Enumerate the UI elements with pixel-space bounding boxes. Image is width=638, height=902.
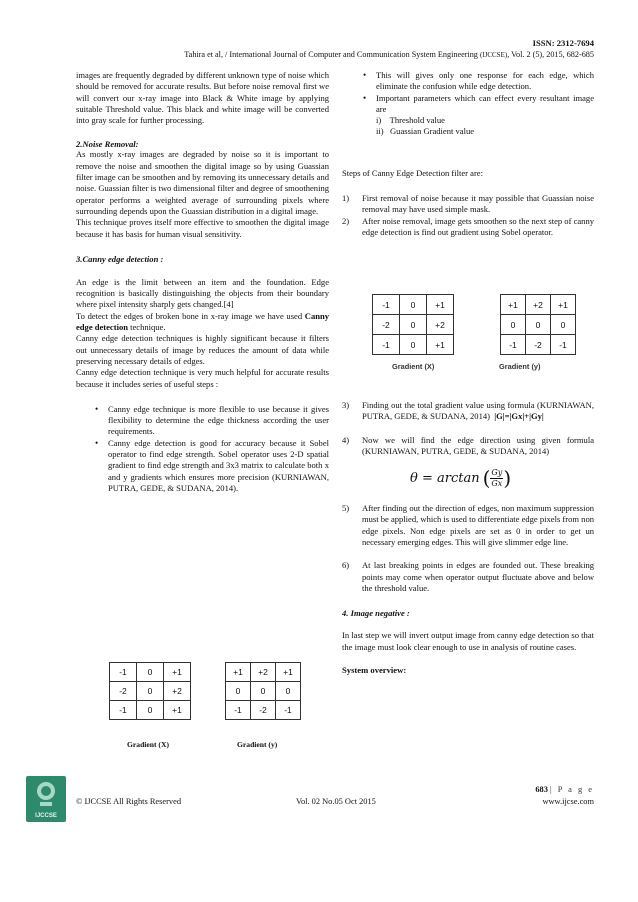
matrix-cell: -1 (110, 701, 137, 720)
website: www.ijcse.com (542, 797, 594, 806)
matrix-cell: 0 (226, 682, 251, 701)
direction-formula (342, 463, 594, 493)
matrix-cell: -2 (373, 315, 400, 335)
running-header (0, 50, 594, 59)
canny-p2-pre: To detect the edges of broken bone in x-ray image we have used (76, 310, 305, 321)
issn: ISSN: 2312-7694 (532, 38, 594, 48)
step-3 (342, 400, 594, 423)
image-negative-heading: 4. Image negative : (342, 608, 410, 619)
journal-logo (26, 776, 66, 822)
gradient-formula: |G|=|Gx|+|Gy| (494, 411, 544, 422)
list-item: • Canny edge technique is more flexible to use because it gives flexibility to determine the edge thickness according the user requirements. (92, 404, 329, 438)
canny-paragraph-4: Canny edge detection technique is very much helpful for accurate results because it includes series of useful steps : (76, 367, 329, 389)
step-text: Finding out the total gradient value using formula (KURNIAWAN, PUTRA, GEDE, & SUDANA, 2014) (362, 400, 594, 422)
citation-main: Tahira et al, / International Journal of Computer and Communication System Engineering (184, 50, 480, 59)
list-item: • Important parameters which can effect every resultant image are (360, 93, 594, 116)
right-bullet-list (360, 70, 594, 115)
noise-removal-heading: 2.Noise Removal: (76, 139, 139, 150)
step-number: 1) (342, 193, 350, 204)
matrix-cell: 0 (276, 682, 301, 701)
step-number: 4) (342, 434, 350, 445)
matrix-cell: +1 (164, 701, 191, 720)
gradient-y-label-left: Gradient (y) (237, 740, 278, 749)
matrix-cell: -1 (110, 663, 137, 682)
matrix-cell: +1 (551, 295, 576, 315)
matrix-cell: +2 (251, 663, 276, 682)
step-text: Now we will find the edge direction using given formula (KURNIAWAN, PUTRA, GEDE, & SUDANA, 2014) (362, 434, 594, 456)
canny-bullet-list (92, 404, 329, 494)
logo-icon (26, 776, 66, 822)
matrix-cell: 0 (551, 315, 576, 335)
right-column-lower (342, 400, 594, 675)
canny-paragraph-2 (76, 311, 329, 334)
matrix-cell: +1 (427, 295, 454, 315)
canny-p2-post: technique. (127, 322, 166, 333)
page-number (535, 785, 594, 794)
gradient-x-label-left: Gradient (X) (127, 740, 169, 749)
step-number: 3) (342, 400, 350, 410)
matrix-cell: 0 (400, 335, 427, 355)
gradient-x-matrix-left (109, 662, 191, 720)
matrix-cell: +1 (276, 663, 301, 682)
matrix-cell: +2 (427, 315, 454, 335)
volume-info: Vol. 02 No.05 Oct 2015 (296, 797, 376, 806)
step-text: After finding out the direction of edges, non maximum suppression must be applied, which is used to differentiate edge pixels from non edge pixels. Non edge pixels are set as 0 in order to get un necessary emerging edges. This will give slimmer edge line. (362, 503, 594, 548)
matrix-cell: +2 (526, 295, 551, 315)
list-item: • This will gives only one response for each edge, which eliminate the confusion while edge detection. (360, 70, 594, 93)
step-text: At last breaking points in edges are founded out. These breaking points may come when operator output fluctuate above and below the threshold value. (362, 560, 594, 593)
canny-paragraph-1: An edge is the limit between an item and the foundation. Edge recognition is basically distinguishing the objects from their boundary where pixel intensity sharply gets changed.[4] (76, 276, 329, 310)
step-5 (342, 503, 594, 548)
gradient-x-label-right: Gradient (X) (392, 362, 435, 371)
canny-p2-bold: Canny edge detection (76, 310, 329, 333)
gradient-y-matrix-left (225, 662, 301, 720)
matrix-cell: 0 (251, 682, 276, 701)
copyright: © IJCCSE All Rights Reserved (76, 797, 182, 806)
matrix-cell: -1 (226, 701, 251, 720)
list-item: • Canny edge detection is good for accuracy because it Sobel operator to find edge strength. Sobel operator uses 2-D spatial gradient to find edge strength and 3x3 matrix to calculate both x and y gradients which ensures more precision (KURNIAWAN, PUTRA, GEDE, & SUDANA, 2014). (92, 438, 329, 494)
formula-fraction (490, 468, 503, 489)
logo-text: IJCCSE (35, 813, 57, 819)
matrix-cell: 0 (400, 315, 427, 335)
citation-tail: , Vol. 2 (5), 2015, 682-685 (507, 50, 594, 59)
gradient-y-label-right: Gradient (y) (499, 362, 541, 371)
step-text: First removal of noise because it may possible that Guassian noise removal may have used simple mask. (362, 193, 594, 215)
step-number: 2) (342, 215, 350, 226)
matrix-cell: 0 (526, 315, 551, 335)
matrix-cell: -1 (373, 335, 400, 355)
gradient-y-matrix-right (500, 294, 576, 355)
page-number-value: 683 (535, 785, 548, 794)
step-text: After noise removal, image gets smoothen so the next step of canny edge detection is find out gradient using Sobel operator. (362, 215, 594, 237)
citation-abbr: (IJCCSE) (479, 51, 508, 59)
matrix-cell: 0 (400, 295, 427, 315)
intro-paragraph: images are frequently degraded by different unknown type of noise which should be removed for accurate results. But before noise removal first we will convert our x-ray image into Black & White image by applying suitable Threshold value. This black and white image will be converted into gray scale for further processing. (76, 70, 329, 126)
formula-numerator: Gy (491, 467, 503, 477)
formula-paren-open: ( (482, 466, 491, 491)
matrix-cell: 0 (137, 663, 164, 682)
noise-paragraph-2: This technique proves itself more effective to smoothen the digital image because it has basis for human visual sensitivity. (76, 217, 329, 239)
matrix-cell: -1 (373, 295, 400, 315)
step-number: 5) (342, 503, 350, 514)
noise-paragraph-1: As mostly x-ray images are degraded by noise so it is important to remove the noise and smoothen the digital image so by using Guassian filter image can be smoothen and by removing its unnecessary details and noise. Guassian filter is two dimensional filter and degree of smoothening operator performs a weighted average of surrounding pixels where surrounding depends upon the Guassian distribution in a digital image. (76, 149, 329, 216)
matrix-cell: 0 (501, 315, 526, 335)
step-4 (342, 435, 594, 458)
matrix-cell: -1 (501, 335, 526, 355)
canny-heading: 3.Canny edge detection : (76, 253, 164, 264)
matrix-cell: 0 (137, 701, 164, 720)
matrix-cell: +1 (501, 295, 526, 315)
matrix-cell: +2 (164, 682, 191, 701)
left-column (76, 70, 329, 494)
formula-lhs: θ = arctan (410, 470, 480, 486)
parameter-list (342, 115, 594, 138)
gradient-x-matrix-right (372, 294, 454, 355)
parameter-item: ii) Guassian Gradient value (376, 126, 475, 137)
formula-paren-close: ) (503, 466, 512, 491)
matrix-cell: -2 (251, 701, 276, 720)
step-1 (342, 193, 594, 216)
step-2 (342, 216, 594, 239)
page-word: | P a g e (549, 785, 594, 794)
matrix-cell: -1 (551, 335, 576, 355)
matrix-cell: -1 (276, 701, 301, 720)
canny-paragraph-3: Canny edge detection techniques is highly significant because it filters out unnecessary details of image by reduces the amount of data while preserving necessary details of edges. (76, 333, 329, 366)
matrix-cell: +1 (164, 663, 191, 682)
step-6 (342, 560, 594, 594)
matrix-cell: -2 (526, 335, 551, 355)
system-overview-heading: System overview: (342, 664, 407, 675)
matrix-cell: +1 (427, 335, 454, 355)
parameter-item: i) Threshold value (376, 115, 445, 126)
right-column (342, 70, 594, 238)
steps-heading: Steps of Canny Edge Detection filter are: (342, 167, 483, 178)
matrix-cell: -2 (110, 682, 137, 701)
formula-denominator: Gx (491, 478, 503, 488)
image-negative-paragraph: In last step we will invert output image from canny edge detection so that the image must look clear enough to use in analysis of routine cases. (342, 630, 594, 652)
matrix-cell: 0 (137, 682, 164, 701)
step-number: 6) (342, 560, 350, 571)
matrix-cell: +1 (226, 663, 251, 682)
